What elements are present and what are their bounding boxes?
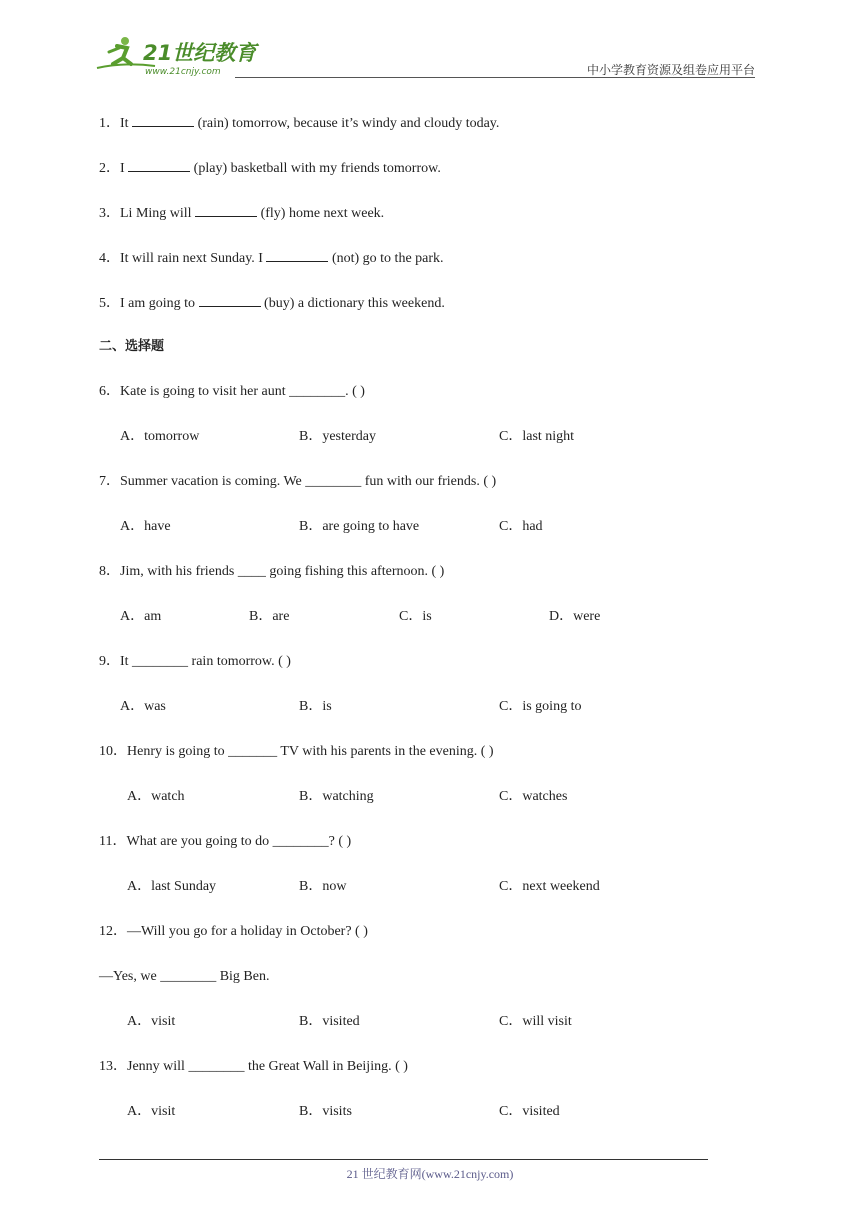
q13-option-a[interactable]: A．visit bbox=[127, 1104, 176, 1119]
answer-blank[interactable] bbox=[195, 203, 257, 217]
page-header bbox=[95, 30, 755, 78]
q9-option-a[interactable]: A．was bbox=[120, 699, 166, 714]
fill-item-3: 3．Li Ming will (fly) home next week. bbox=[99, 203, 384, 223]
q11-option-b[interactable]: B．now bbox=[299, 879, 347, 894]
fill-item-2: 2．I (play) basketball with my friends tomorrow. bbox=[99, 158, 441, 178]
q8-option-b[interactable]: B．are bbox=[249, 609, 290, 624]
question-7-stem: 7．Summer vacation is coming. We ________ fun with our friends. ( ) bbox=[99, 474, 497, 489]
q12-option-b[interactable]: B．visited bbox=[299, 1014, 360, 1029]
fill-item-5: 5．I am going to (buy) a dictionary this weekend. bbox=[99, 293, 445, 313]
q10-option-b[interactable]: B．watching bbox=[299, 789, 374, 804]
question-10-stem: 10．Henry is going to _______ TV with his parents in the evening. ( ) bbox=[99, 744, 494, 759]
q6-option-b[interactable]: B．yesterday bbox=[299, 429, 376, 444]
question-13-stem: 13．Jenny will ________ the Great Wall in Beijing. ( ) bbox=[99, 1059, 408, 1074]
q7-option-c[interactable]: C．had bbox=[499, 519, 543, 534]
svg-text:21世纪教育: 21世纪教育 bbox=[143, 41, 257, 65]
question-9-stem: 9．It ________ rain tomorrow. ( ) bbox=[99, 654, 291, 669]
q10-option-c[interactable]: C．watches bbox=[499, 789, 568, 804]
q13-option-c[interactable]: C．visited bbox=[499, 1104, 560, 1119]
q12-option-a[interactable]: A．visit bbox=[127, 1014, 176, 1029]
q9-option-b[interactable]: B．is bbox=[299, 699, 332, 714]
q8-option-d[interactable]: D．were bbox=[549, 609, 601, 624]
answer-blank[interactable] bbox=[199, 293, 261, 307]
question-6-stem: 6．Kate is going to visit her aunt ________. ( ) bbox=[99, 384, 365, 399]
q8-option-c[interactable]: C．is bbox=[399, 609, 432, 624]
question-12-dialogue: —Yes, we ________ Big Ben. bbox=[99, 969, 270, 984]
q11-option-a[interactable]: A．last Sunday bbox=[127, 879, 217, 894]
q10-option-a[interactable]: A．watch bbox=[127, 789, 185, 804]
q8-option-a[interactable]: A．am bbox=[120, 609, 162, 624]
answer-blank[interactable] bbox=[132, 113, 194, 127]
q7-option-b[interactable]: B．are going to have bbox=[299, 519, 420, 534]
q9-option-c[interactable]: C．is going to bbox=[499, 699, 582, 714]
footer-divider bbox=[99, 1159, 708, 1160]
question-8-stem: 8．Jim, with his friends ____ going fishing this afternoon. ( ) bbox=[99, 564, 445, 579]
q12-option-c[interactable]: C．will visit bbox=[499, 1014, 572, 1029]
footer-site-link[interactable]: 21 世纪教育网(www.21cnjy.com) bbox=[346, 1167, 514, 1181]
answer-blank[interactable] bbox=[128, 158, 190, 172]
q6-option-a[interactable]: A．tomorrow bbox=[120, 429, 200, 444]
q13-option-b[interactable]: B．visits bbox=[299, 1104, 352, 1119]
question-11-stem: 11．What are you going to do ________? ( ) bbox=[99, 834, 352, 849]
fill-item-4: 4．It will rain next Sunday. I (not) go to the park. bbox=[99, 248, 444, 268]
section-title: 二、选择题 bbox=[99, 339, 165, 354]
answer-blank[interactable] bbox=[266, 248, 328, 262]
fill-item-1: 1．It (rain) tomorrow, because it’s windy and cloudy today. bbox=[99, 113, 499, 133]
header-divider bbox=[235, 77, 755, 78]
q6-option-c[interactable]: C．last night bbox=[499, 429, 575, 444]
svg-text:www.21cnjy.com: www.21cnjy.com bbox=[145, 67, 221, 77]
header-platform-text: 中小学教育资源及组卷应用平台 bbox=[586, 63, 755, 77]
q11-option-c[interactable]: C．next weekend bbox=[499, 879, 600, 894]
site-logo bbox=[95, 34, 265, 78]
q7-option-a[interactable]: A．have bbox=[120, 519, 171, 534]
question-12-stem: 12．—Will you go for a holiday in October? ( ) bbox=[99, 924, 368, 939]
